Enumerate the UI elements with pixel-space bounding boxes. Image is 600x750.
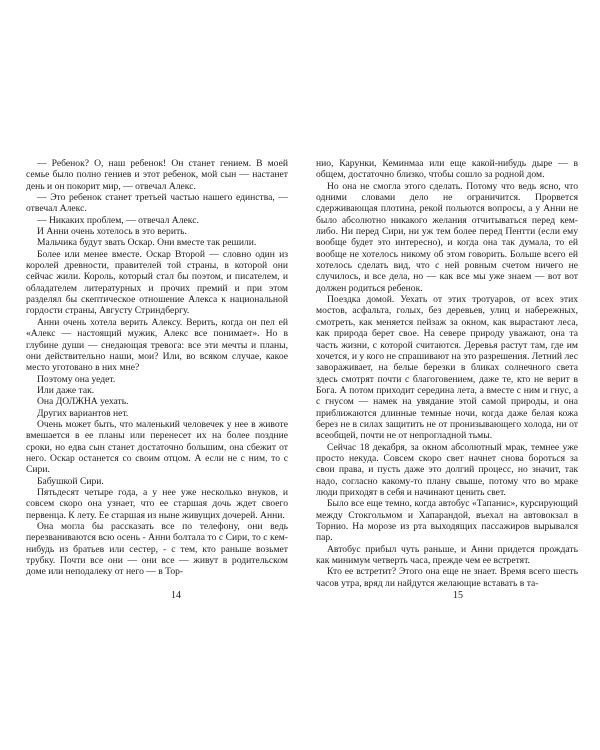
paragraph: Бабушкой Сири. (37, 475, 104, 487)
paragraph: Она могла бы рассказать все по телефону, они ведь перезваниваются всю осень - Анни болтала то с Сири, то с кем-нибудь из братьев или сестер, - с тем, кто раньше возьмет трубку. Почти все они — они все — живут в родительском доме или неподалеку от него — в Тор- (26, 521, 288, 578)
paragraph: Поэтому она уедет. (37, 373, 116, 385)
paragraph: Или даже так. (37, 384, 95, 396)
paragraph: Она ДОЛЖНА уехать. (37, 396, 129, 408)
paragraph: Автобус прибыл чуть раньше, и Анни придется прождать как минимум четверть часа, прежде чем ее встретят. (316, 543, 578, 567)
paragraph: Более или менее вместе. Оскар Второй — словно один из королей древности, правителей той страны, в которой они сейчас жили. Король, который стал бы поэтом, и писателем, и обладателем литературных и прочих премий и при этом разделял бы скептическое отношение Алекса к национальной гордости страны, Августу Стриндбергу. (26, 248, 288, 317)
paragraph: Сейчас 18 декабря, за окном абсолютный мрак, темнее уже просто некуда. Совсем скоро свет начнет снова бороться за свои права, и пусть даже это долгий процесс, но значит, так надо, согласно какому-то плану свыше, потому что во мраке люди приходят в себя и начинают ценить свет. (316, 441, 578, 498)
paragraph: Пятьдесят четыре года, а у нее уже несколько внуков, и совсем скоро она узнает, что ее старшая дочь ждет своего первенца. К лету. Ее старшая из ныне живущих дочерей. Анни. (26, 486, 288, 521)
paragraph: Поездка домой. Уехать от этих тротуаров, от всех этих мостов, асфальта, голых, без деревьев, улиц и набережных, смотреть, как меняется пейзаж за окном, как вырастают леса, как природа берет свое. На севере природу уважают, она та часть жизни, с которой считаются. Деревья растут там, где им хочется, и у кого не спрашивают на это разрешения. Летний лес завораживает, на белые березки в бликах солнечного света здесь смотрят почти с благоговением, даже те, кто не верит в Бога. А потом приходит середина лета, а вместе с ним и гнус, а с гнусом — намек на увядание этой самой природы, и она приближаются длинные темные ночи, когда даже белая кожа берез не в силах защитить не от пронизывающего холода, ни от всеобщей, почти не от непрогладной тьмы. (316, 294, 578, 442)
paragraph: Очень может быть, что маленький человечек у нее в животе вмешается в ее планы или перенесет их на более поздние сроки, но едва сын станет достаточно большим, она сбежит от него. Оскар останется со своим отцом. А если не с ним, то с Сири. (26, 418, 288, 476)
paragraph: — Ребенок? О, наш ребенок! Он станет гением. В моей семье было полно гениев и этот ребенок, мой сын — настанет день и он покорит мир, — отвечал Алекс. (26, 158, 288, 192)
paragraph: И Анни очень хотелось в это верить. (37, 226, 187, 238)
right-page-number: 15 (453, 590, 463, 601)
paragraph: Кто ее встретит? Этого она еще не знает. Время всего шесть часов утра, вряд ли найдутся желающие вставать в та- (316, 566, 578, 589)
right-page (316, 158, 578, 589)
left-page (26, 158, 288, 578)
paragraph: Других вариантов нет. (37, 407, 129, 419)
paragraph: Анни очень хотела верить Алексу. Верить, когда он пел ей «Алекс — настоящий мужик, Алекс все понимает». Но в глубине души — снедающая тревога: все эти мечты и планы, они действительно наши, мои? Или, во всяком случае, какое место уготовано в них мне? (26, 316, 288, 374)
paragraph: — Никаких проблем, — отвечал Алекс. (37, 214, 199, 226)
paragraph: нио, Карунки, Кеминмаа или еще какой-нибудь дыре — в общем, достаточно близко, чтобы сошло за родной дом. (316, 158, 578, 181)
paragraph: — Это ребенок станет третьей частью нашего единства, — отвечал Алекс. (26, 192, 288, 215)
paragraph: Мальчика будут звать Оскар. Они вместе так решили. (37, 237, 257, 249)
paragraph: Но она не смогла этого сделать. Потому что ведь ясно, что одними словами дело не ограничится. Прорвется сдерживающая плотина, рекой польются вопросы, а у Анни не было абсолютно никакого желания отчитываться перед кем-либо. Ни перед Сири, ни уж тем более перед Пентти (если ему вообще будет это интересно), и когда она так думала, то ей вообще не хотелось никому об этом говорить. Больше всего ей хотелось сделать вид, что с ней ровным счетом ничего не случилось, и все дела, но — как все мы уже знаем — вот вот должен родиться ребенок. (316, 180, 578, 294)
left-page-number: 14 (171, 590, 181, 601)
paragraph: Было все еще темно, когда автобус «Тапанис», курсирующий между Стокгольмом и Хапарандой, въехал на автовокзал в Торнио. На морозе из рта выходящих пассажиров вырывался пар. (316, 498, 578, 544)
